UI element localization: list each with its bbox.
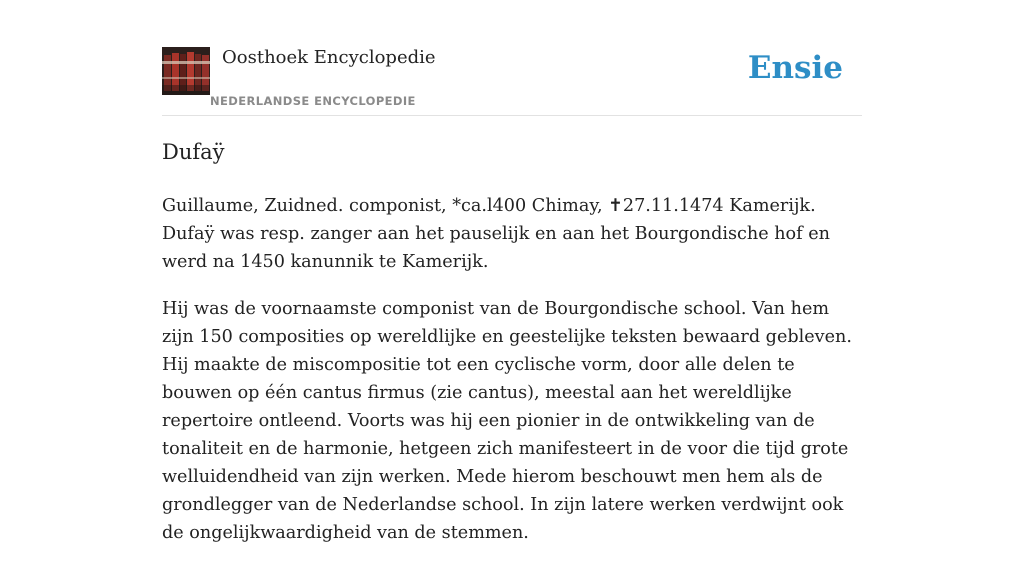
ensie-logo[interactable]: Ensie <box>747 50 843 86</box>
site-subtitle: NEDERLANDSE ENCYCLOPEDIE <box>210 94 416 108</box>
article-body <box>162 192 864 566</box>
encyclopedia-books-icon[interactable] <box>162 47 210 95</box>
article-title: Dufaÿ <box>162 140 225 164</box>
site-header <box>162 44 862 116</box>
site-name[interactable]: Oosthoek Encyclopedie <box>222 47 436 68</box>
article-paragraph: Hij was de voornaamste componist van de Bourgondische school. Van hem zijn 150 composities op wereldlijke en geestelijke teksten bewaard gebleven. Hij maakte de miscompositie tot een cyclische vorm, door alle delen te bouwen op één cantus firmus (zie cantus), meestal aan het wereldlijke repertoire ontleend. Voorts was hij een pionier in de ontwikkeling van de tonaliteit en de harmonie, hetgeen zich manifesteert in de voor die tijd grote welluidendheid van zijn werken. Mede hierom beschouwt men hem als de grondlegger van de Nederlandse school. In zijn latere werken verdwijnt ook de ongelijkwaardigheid van de stemmen. <box>162 299 852 543</box>
article-paragraph: Guillaume, Zuidned. componist, *ca.l400 Chimay, ✝27.11.1474 Kamerijk. Dufaÿ was resp. zanger aan het pauselijk en aan het Bourgondische hof en werd na 1450 kanunnik te Kamerijk. <box>162 196 830 272</box>
